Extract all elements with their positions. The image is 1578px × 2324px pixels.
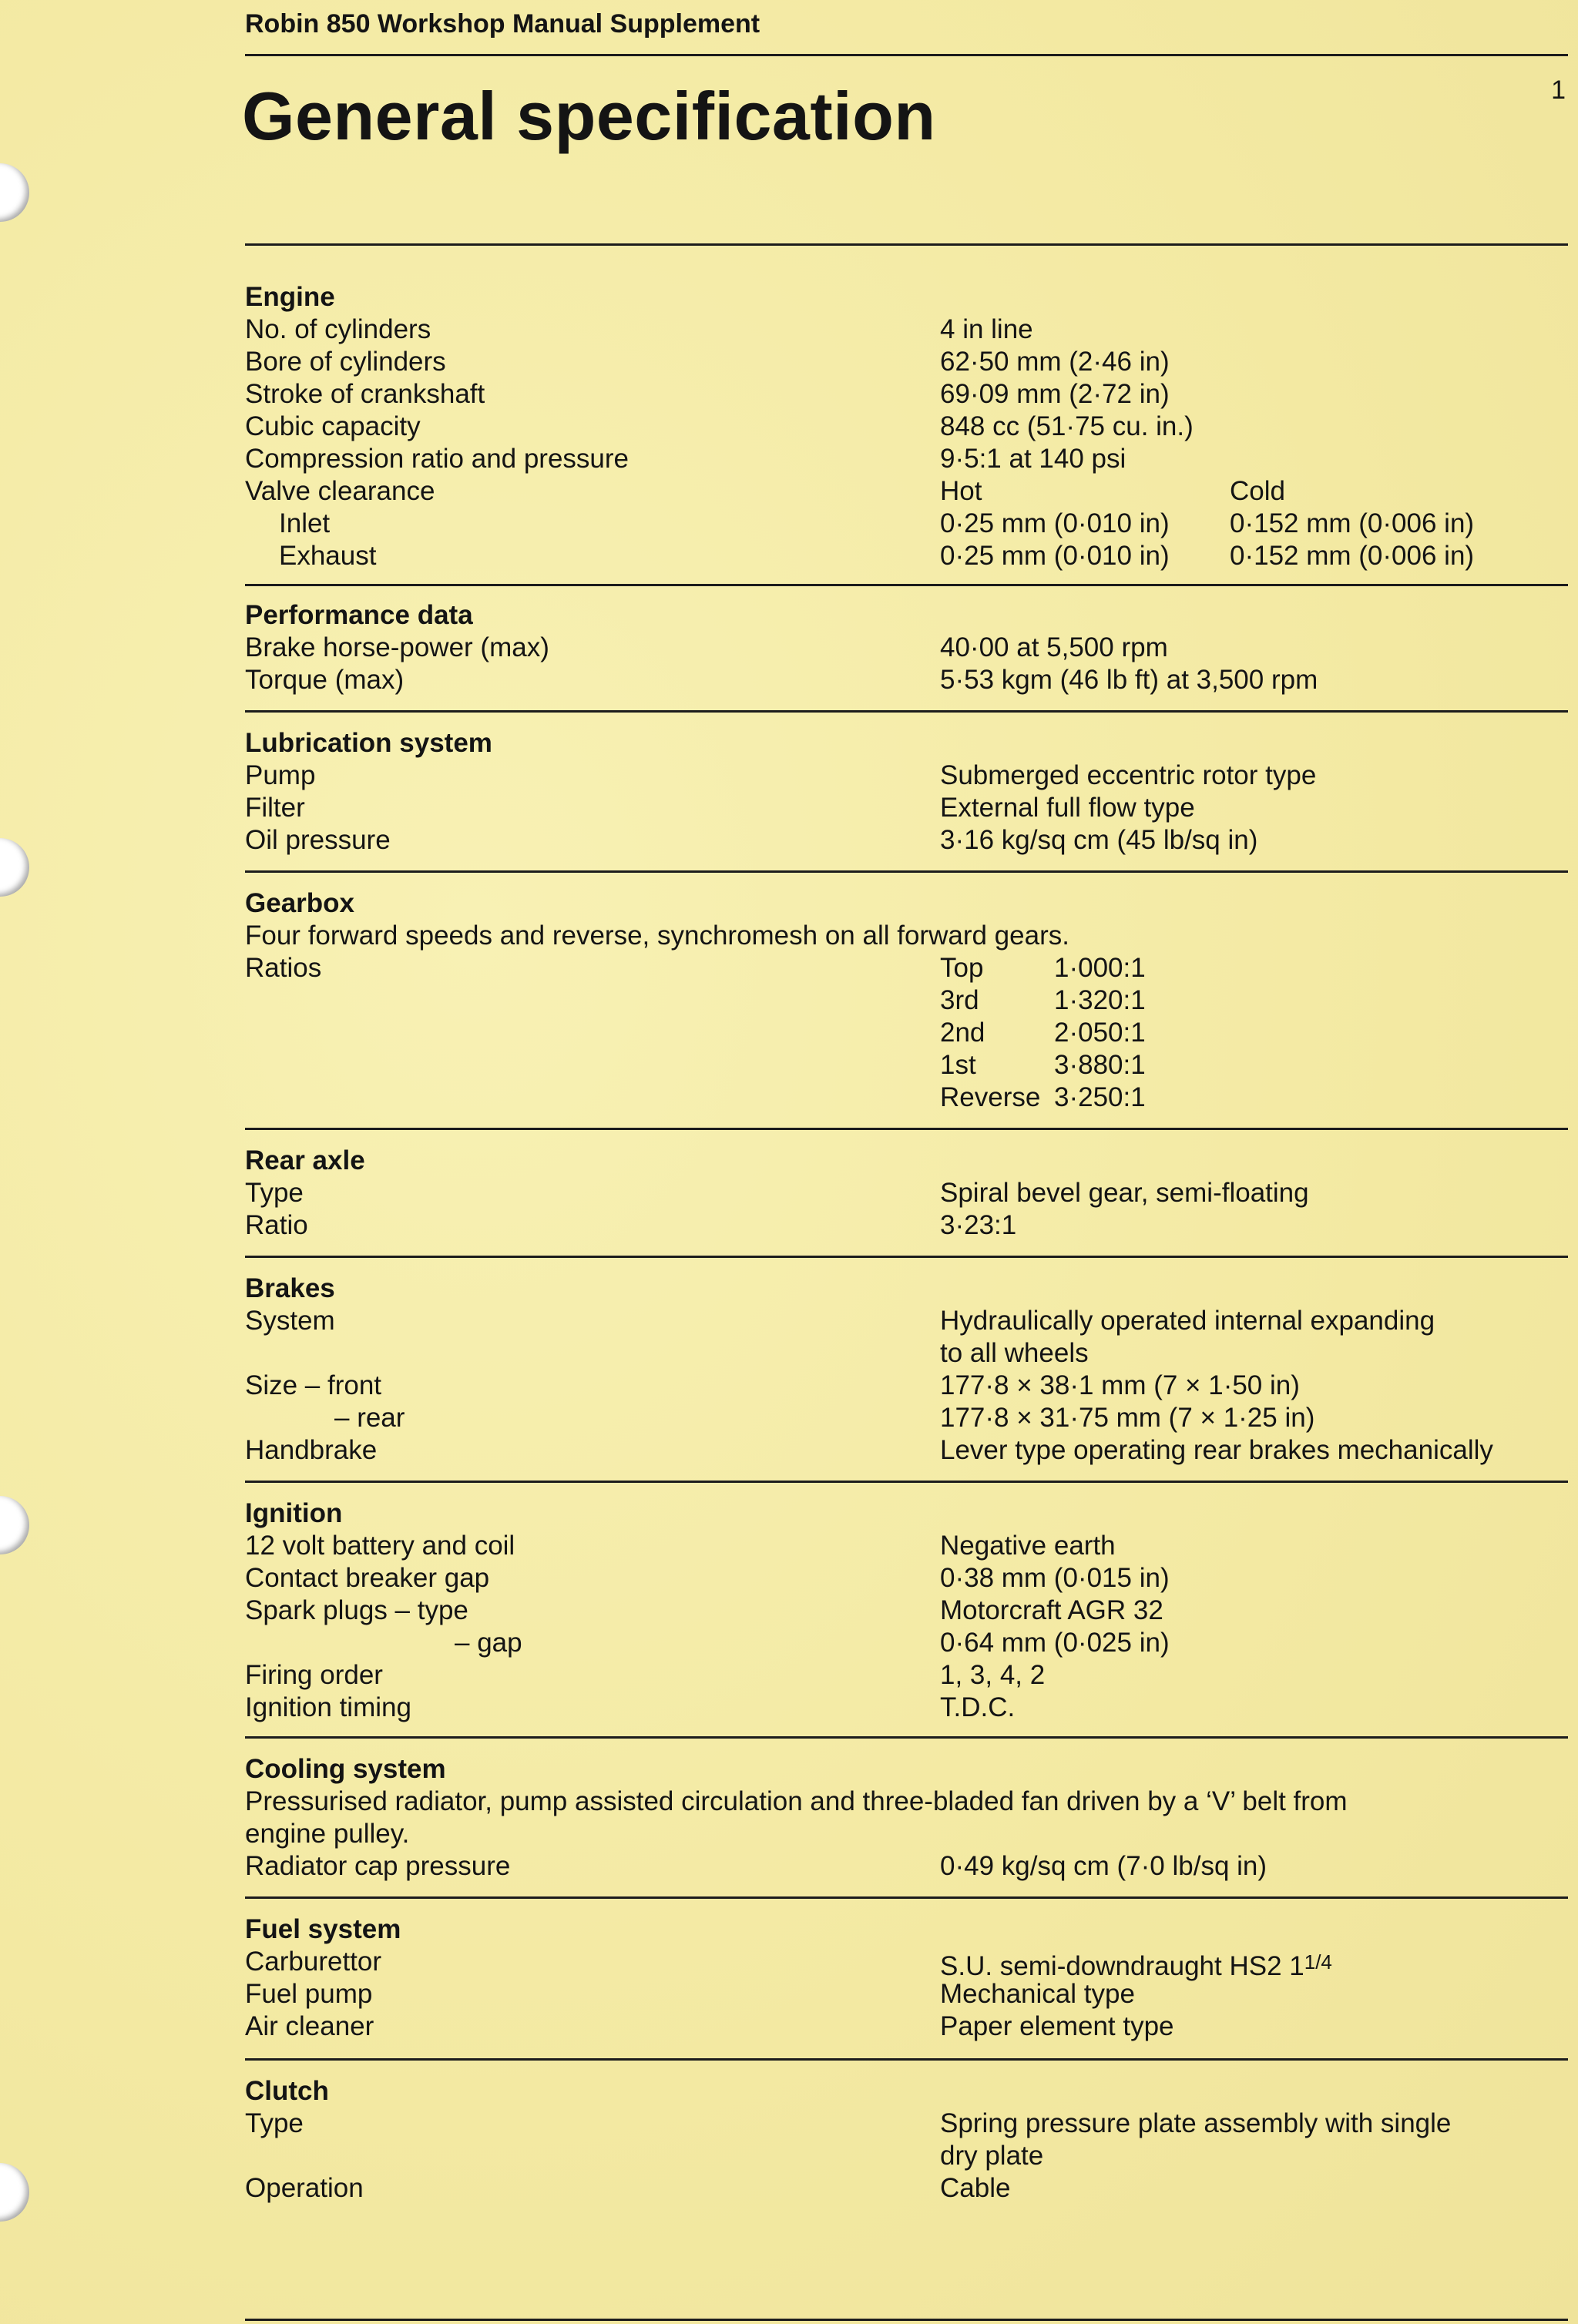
- section-ignition: [245, 1497, 1568, 1724]
- divider: [245, 54, 1568, 56]
- section-engine: [245, 281, 1568, 572]
- divider: [245, 1128, 1568, 1130]
- section-title: Ignition: [245, 1498, 343, 1528]
- section-title: Fuel system: [245, 1914, 401, 1944]
- cooling-description: engine pulley.: [245, 1819, 410, 1849]
- spec-row: Ratio 3·23:1: [245, 1210, 1017, 1240]
- section-performance: [245, 599, 1568, 696]
- spec-row: Spark plugs – type Motorcraft AGR 32: [245, 1595, 1163, 1625]
- spec-row: Stroke of crankshaft 69·09 mm (2·72 in): [245, 379, 1170, 409]
- cooling-description: Pressurised radiator, pump assisted circulation and three-bladed fan driven by a ‘V’ belt from: [245, 1786, 1348, 1816]
- spec-row: – rear 177·8 × 31·75 mm (7 × 1·25 in): [334, 1403, 1315, 1433]
- page-number: 1: [1551, 75, 1566, 105]
- spec-row: Torque (max) 5·53 kgm (46 lb ft) at 3,500 rpm: [245, 665, 1318, 695]
- ratio-row: Reverse 3·250:1: [940, 1082, 1146, 1112]
- divider: [245, 584, 1568, 586]
- punch-hole: [0, 838, 29, 897]
- ratio-row: 1st 3·880:1: [940, 1050, 1146, 1080]
- punch-hole: [0, 2163, 29, 2222]
- divider: [245, 1896, 1568, 1899]
- spec-row: Filter External full flow type: [245, 793, 1195, 823]
- spec-row: Carburettor S.U. semi-downdraught HS2 $1^{1/4}$: [245, 1947, 1332, 1981]
- spec-row: Inlet 0·25 mm (0·010 in) 0·152 mm (0·006 in): [279, 508, 1475, 538]
- spec-row: Compression ratio and pressure 9·5:1 at 140 psi: [245, 444, 1126, 474]
- spec-row: Exhaust 0·25 mm (0·010 in) 0·152 mm (0·006 in): [279, 541, 1475, 571]
- spec-row: Type Spring pressure plate assembly with single: [245, 2108, 1452, 2138]
- spec-row: Operation Cable: [245, 2173, 1011, 2203]
- divider: [245, 2319, 1568, 2321]
- section-brakes: [245, 1273, 1568, 1467]
- divider: [245, 710, 1568, 713]
- ratio-row: Ratios Top 1·000:1: [245, 953, 1146, 983]
- manual-header: Robin 850 Workshop Manual Supplement: [245, 9, 760, 39]
- gearbox-description: Four forward speeds and reverse, synchromesh on all forward gears.: [245, 921, 1069, 951]
- spec-row: Brake horse-power (max) 40·00 at 5,500 rpm: [245, 632, 1168, 662]
- spec-row: Bore of cylinders 62·50 mm (2·46 in): [245, 347, 1170, 377]
- spec-row: Pump Submerged eccentric rotor type: [245, 760, 1317, 790]
- section-title: Engine: [245, 282, 335, 312]
- divider: [245, 1256, 1568, 1258]
- section-title: Clutch: [245, 2076, 329, 2106]
- punch-hole: [0, 1496, 29, 1554]
- divider: [245, 243, 1568, 246]
- divider: [245, 1481, 1568, 1483]
- section-fuel: [245, 1913, 1568, 2043]
- spec-row: Air cleaner Paper element type: [245, 2011, 1174, 2041]
- spec-row: No. of cylinders 4 in line: [245, 314, 1033, 344]
- spec-row: Fuel pump Mechanical type: [245, 1979, 1135, 2009]
- section-title: Performance data: [245, 600, 473, 630]
- spec-row: Size – front 177·8 × 38·1 mm (7 × 1·50 in): [245, 1370, 1300, 1400]
- spec-row: Type Spiral bevel gear, semi-floating: [245, 1178, 1309, 1208]
- ratio-row: 3rd 1·320:1: [940, 985, 1146, 1015]
- spec-row: Cubic capacity 848 cc (51·75 cu. in.): [245, 411, 1194, 441]
- section-title: Rear axle: [245, 1145, 365, 1175]
- spec-row: System Hydraulically operated internal expanding: [245, 1306, 1435, 1336]
- spec-row: Ignition timing T.D.C.: [245, 1692, 1016, 1722]
- spec-row: Oil pressure 3·16 kg/sq cm (45 lb/sq in): [245, 825, 1258, 855]
- fraction: 1/4: [1304, 1950, 1332, 1974]
- divider: [245, 1736, 1568, 1739]
- divider: [245, 2058, 1568, 2061]
- section-title: Gearbox: [245, 888, 354, 918]
- punch-hole: [0, 163, 29, 222]
- section-title: Brakes: [245, 1273, 335, 1303]
- spec-row: dry plate: [940, 2141, 1044, 2171]
- page-title: General specification: [242, 78, 936, 154]
- section-title: Cooling system: [245, 1754, 446, 1784]
- section-title: Lubrication system: [245, 728, 492, 758]
- section-clutch: [245, 2075, 1568, 2205]
- ratio-row: 2nd 2·050:1: [940, 1018, 1146, 1048]
- spec-row: Valve clearance Hot Cold: [245, 476, 1285, 506]
- spec-row: Handbrake Lever type operating rear brakes mechanically: [245, 1435, 1493, 1465]
- spec-row: – gap 0·64 mm (0·025 in): [455, 1628, 1170, 1658]
- spec-row: Radiator cap pressure 0·49 kg/sq cm (7·0 lb/sq in): [245, 1851, 1267, 1881]
- section-gearbox: [245, 887, 1568, 1114]
- spec-row: Firing order 1, 3, 4, 2: [245, 1660, 1046, 1690]
- section-rear-axle: [245, 1145, 1568, 1242]
- divider: [245, 870, 1568, 873]
- section-cooling: [245, 1753, 1568, 1883]
- section-lubrication: [245, 727, 1568, 857]
- spec-row: Contact breaker gap 0·38 mm (0·015 in): [245, 1563, 1170, 1593]
- spec-row: to all wheels: [940, 1338, 1089, 1368]
- spec-row: 12 volt battery and coil Negative earth: [245, 1531, 1116, 1561]
